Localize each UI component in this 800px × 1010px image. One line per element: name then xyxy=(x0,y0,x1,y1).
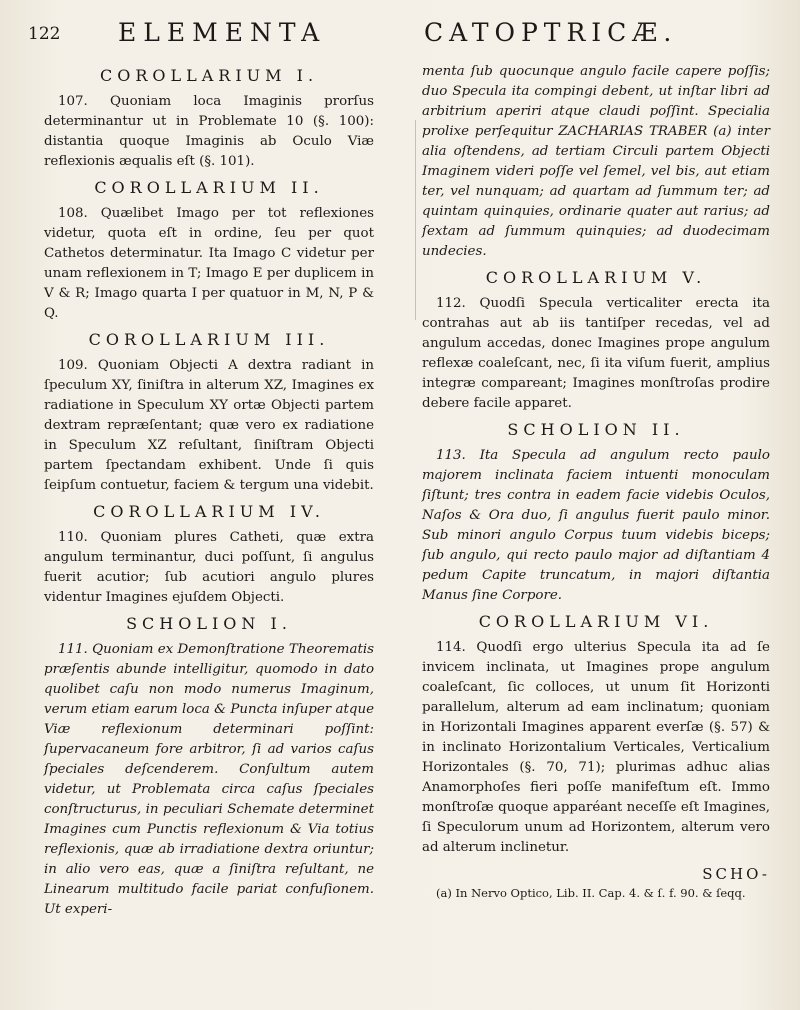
paragraph-113: 113. Ita Specula ad angulum recto paulo majorem inclinata faciem intuenti monoculam ſiſtunt; tres contra in eadem facie videbis Oculos, Naſos & Ora duo, ſi angulus fuerit paulo minor. Sub minori angulo Corpus tuum videbis biceps; ſub angulo, qui recto paulo major ad diſtantiam 4 pedum Capite truncatum, in majori diſtantia Manus ſine Corpore. xyxy=(422,448,770,603)
section-heading: COROLLARIUM II. xyxy=(94,178,324,197)
page-number: 122 xyxy=(28,24,61,44)
right-column xyxy=(422,62,770,913)
paragraph-112: 112. Quodſi Specula verticaliter erecta ita contrahas aut ab iis tantiſper recedas, vel ad angulum accedas, donec Imagines prope angulum reflexæ coaleſcant, nec, ſi ita viſum fuerit, amplius integræ compareant; Imagines monſtroſas prodire debere facile apparet. xyxy=(422,296,770,411)
section-heading: COROLLARIUM I. xyxy=(99,66,319,85)
page-header xyxy=(0,14,800,50)
section-heading: COROLLARIUM III. xyxy=(88,330,330,349)
catchword: SCHO- xyxy=(702,865,770,883)
section-heading: SCHOLION I. xyxy=(126,614,292,633)
left-column xyxy=(44,62,374,926)
paragraph-109: 109. Quoniam Objecti A dextra radiant in ſpeculum XY, ſiniſtra in alterum XZ, Imagines ex radiatione in Speculum XY ortæ Objecti partem dextram repræſentant; quæ vero ex radiatione in Speculum XZ reſultant, ſiniſtram Objecti partem ſpectandam exhibent. Unde ſi quis ſeipſum contuetur, faciem & tergum una videbit. xyxy=(44,358,374,493)
section-heading: COROLLARIUM V. xyxy=(485,268,707,287)
section-heading: SCHOLION II. xyxy=(507,420,685,439)
footnote: (a) In Nervo Optico, Lib. II. Cap. 4. & ſ. f. 90. & ſeqq. xyxy=(436,886,746,900)
running-title-left: ELEMENTA xyxy=(118,18,327,47)
section-heading: COROLLARIUM IV. xyxy=(93,502,325,521)
section-heading: COROLLARIUM VI. xyxy=(478,612,714,631)
paragraph-108: 108. Quælibet Imago per tot reflexiones videtur, quota eſt in ordine, ſeu per quot Cathetos determinatur. Ita Imago C videtur per unam reflexionem in T; Imago E per duplicem in V & R; Imago quarta I per quatuor in M, N, P & Q. xyxy=(44,206,374,321)
paragraph-110: 110. Quoniam plures Catheti, quæ extra angulum terminantur, duci poſſunt, ſi angulus fuerit acutior; ſub acutiori angulo plures videntur Imagines ejuſdem Objecti. xyxy=(44,530,374,605)
paragraph-114: 114. Quodſi ergo ulterius Specula ita ad ſe invicem inclinata, ut Imagines prope angulum coaleſcant, ſic colloces, ut unum ſit Horizonti parallelum, alterum ad eam inclinatum; quoniam in Horizontali Imagines apparent everſæ (§. 57) & in inclinato Horizontalium Verticales, Verticalium Horizontales (§. 70, 71); plurimas adhuc alias Anamorphoſes fieri poſſe manifeſtum eſt. Immo monſtroſæ quoque apparéant neceſſe eſt Imagines, ſi Speculorum unum ad Horizontem, alterum vero ad alterum inclinetur. xyxy=(422,640,770,855)
running-title-right: CATOPTRICÆ. xyxy=(424,18,678,47)
gutter-divider xyxy=(415,120,416,320)
paragraph-111: 111. Quoniam ex Demonſtratione Theorematis præſentis abunde intelligitur, quomodo in dato quolibet caſu non modo numerus Imaginum, verum etiam earum loca & Puncta inſuper atque Viæ reflexionum determinari poſſint: ſupervacaneum fore arbitror, ſi ad varios caſus ſpeciales deſcenderem. Conſultum autem videtur, ut Problemata circa caſus ſpeciales conſtructurus, in peculiari Schemate determinet Imagines cum Punctis reflexionum & Via totius reflexionis, quæ ab irradiatione dextra oriuntur; in alio vero eas, quæ a ſiniſtra reſultant, ne Linearum multitudo facile pariat confuſionem. Ut experi- xyxy=(44,642,374,917)
paragraph-107: 107. Quoniam loca Imaginis prorſus determinantur ut in Problemate 10 (§. 100): distantia quoque Imaginis ab Oculo Viæ reflexionis æqualis eſt (§. 101). xyxy=(44,94,374,169)
paragraph-111-continued: menta ſub quocunque angulo facile capere poſſis; duo Specula ita compingi debent, ut inſtar libri ad arbitrium aperiri atque claudi poſſint. Specialia prolixe perſequitur ZACHARIAS TRABER (a) inter alia oſtendens, ad tertiam Circuli partem Objecti Imaginem videri poſſe vel ſemel, vel bis, aut etiam ter, vel nunquam; ad quartam ad ſummum ter; ad quintam quinquies, ordinarie quater aut rarius; ad ſextam ad ſummum quinquies; ad duodecimam undecies. xyxy=(422,64,770,259)
